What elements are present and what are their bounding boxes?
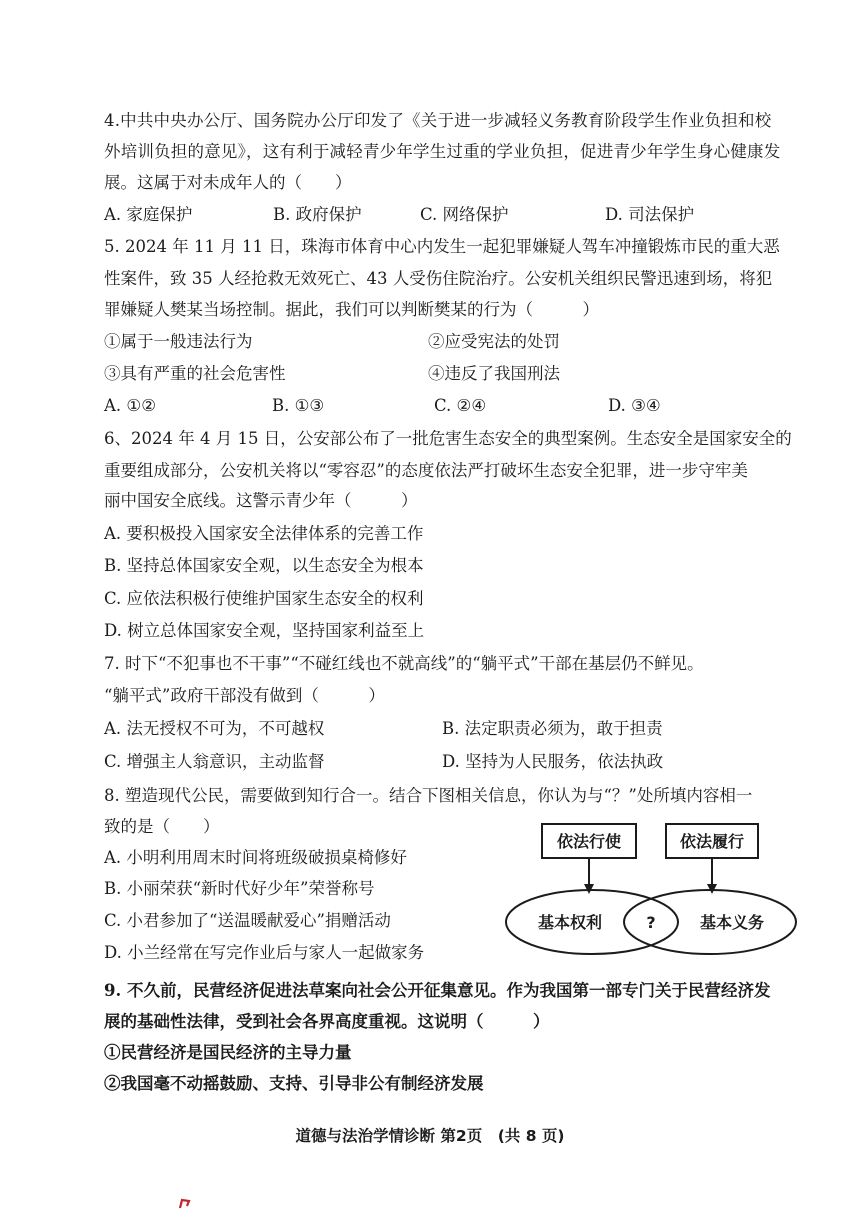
q4-option-c: C. 网络保护 xyxy=(420,205,509,224)
red-pen-mark xyxy=(178,1198,192,1210)
arrow-left-head xyxy=(584,884,594,894)
q8-option-d: D. 小兰经常在写完作业后与家人一起做家务 xyxy=(104,943,425,962)
q6-line-2: 重要组成部分，公安机关将以“零容忍”的态度依法严打破坏生态安全犯罪，进一步守牢美 xyxy=(104,461,748,480)
q5-statement-3: ③具有严重的社会危害性 xyxy=(104,364,286,383)
q4-option-b: B. 政府保护 xyxy=(273,205,362,224)
q9-line-1: 9. 不久前，民营经济促进法草案向社会公开征集意见。作为我国第一部专门关于民营经济发 xyxy=(104,981,771,1000)
q5-statement-4: ④违反了我国刑法 xyxy=(428,364,560,383)
q5-statement-2: ②应受宪法的处罚 xyxy=(428,332,560,351)
center-question-mark: ? xyxy=(646,913,656,932)
ellipse-left-label: 基本权利 xyxy=(537,913,603,932)
q5-line-1: 5. 2024 年 11 月 11 日，珠海市体育中心内发生一起犯罪嫌疑人驾车冲撞锻炼市民的重大恶 xyxy=(104,237,780,256)
q4-line-3: 展。这属于对未成年人的（ ） xyxy=(104,173,352,192)
q7-option-a: A. 法无授权不可为，不可越权 xyxy=(104,719,325,738)
q5-line-3: 罪嫌疑人樊某当场控制。据此，我们可以判断樊某的行为（ ） xyxy=(104,300,599,319)
ellipse-right-label: 基本义务 xyxy=(699,913,765,932)
q6-line-1: 6、2024 年 4 月 15 日，公安部公布了一批危害生态安全的典型案例。生态安全是国家安全的 xyxy=(104,429,792,448)
q6-option-b: B. 坚持总体国家安全观，以生态安全为根本 xyxy=(104,556,424,575)
q5-option-d: D. ③④ xyxy=(608,396,661,415)
q6-line-3: 丽中国安全底线。这警示青少年（ ） xyxy=(104,491,418,510)
page-footer: 道德与法治学情诊断 第2页 (共 8 页) xyxy=(295,1127,565,1145)
box-left-label: 依法行使 xyxy=(556,832,622,851)
box-right-label: 依法履行 xyxy=(679,832,745,851)
q7-option-b: B. 法定职责必须为，敢于担责 xyxy=(442,719,663,738)
q9-statement-2: ②我国毫不动摇鼓励、支持、引导非公有制经济发展 xyxy=(104,1074,484,1093)
q7-option-c: C. 增强主人翁意识，主动监督 xyxy=(104,752,325,771)
q8-option-c: C. 小君参加了“送温暖献爱心”捐赠活动 xyxy=(104,911,391,930)
q7-option-d: D. 坚持为人民服务，依法执政 xyxy=(442,752,664,771)
rights-duties-diagram xyxy=(500,818,800,978)
q5-option-b: B. ①③ xyxy=(272,396,325,415)
q5-line-2: 性案件，致 35 人经抢救无效死亡、43 人受伤住院治疗。公安机关组织民警迅速到场，将犯 xyxy=(104,269,773,288)
q7-line-1: 7. 时下“不犯事也不干事”“不碰红线也不就高线”的“躺平式”干部在基层仍不鲜见。 xyxy=(104,654,704,673)
q5-statement-1: ①属于一般违法行为 xyxy=(104,332,253,351)
q4-option-a: A. 家庭保护 xyxy=(104,205,193,224)
q6-option-c: C. 应依法积极行使维护国家生态安全的权利 xyxy=(104,589,424,608)
q6-option-a: A. 要积极投入国家安全法律体系的完善工作 xyxy=(104,524,424,543)
q7-line-2: “躺平式”政府干部没有做到（ ） xyxy=(104,686,385,705)
q8-option-a: A. 小明利用周末时间将班级破损桌椅修好 xyxy=(104,848,407,867)
q6-option-d: D. 树立总体国家安全观，坚持国家利益至上 xyxy=(104,621,425,640)
arrow-right-head xyxy=(707,884,717,894)
q5-option-a: A. ①② xyxy=(104,396,156,415)
q4-line-1: 4.中共中央办公厅、国务院办公厅印发了《关于进一步减轻义务教育阶段学生作业负担和校 xyxy=(104,111,772,130)
q8-line-2: 致的是（ ） xyxy=(104,817,220,836)
q9-statement-1: ①民营经济是国民经济的主导力量 xyxy=(104,1043,352,1062)
q4-option-d: D. 司法保护 xyxy=(605,205,695,224)
q4-line-2: 外培训负担的意见》，这有利于减轻青少年学生过重的学业负担，促进青少年学生身心健康发 xyxy=(104,142,781,161)
q8-option-b: B. 小丽荣获“新时代好少年”荣誉称号 xyxy=(104,879,375,898)
q8-line-1: 8. 塑造现代公民，需要做到知行合一。结合下图相关信息，你认为与“？”处所填内容相一 xyxy=(104,786,753,805)
q9-line-2: 展的基础性法律，受到社会各界高度重视。这说明（ ） xyxy=(104,1012,550,1031)
q5-option-c: C. ②④ xyxy=(434,396,487,415)
